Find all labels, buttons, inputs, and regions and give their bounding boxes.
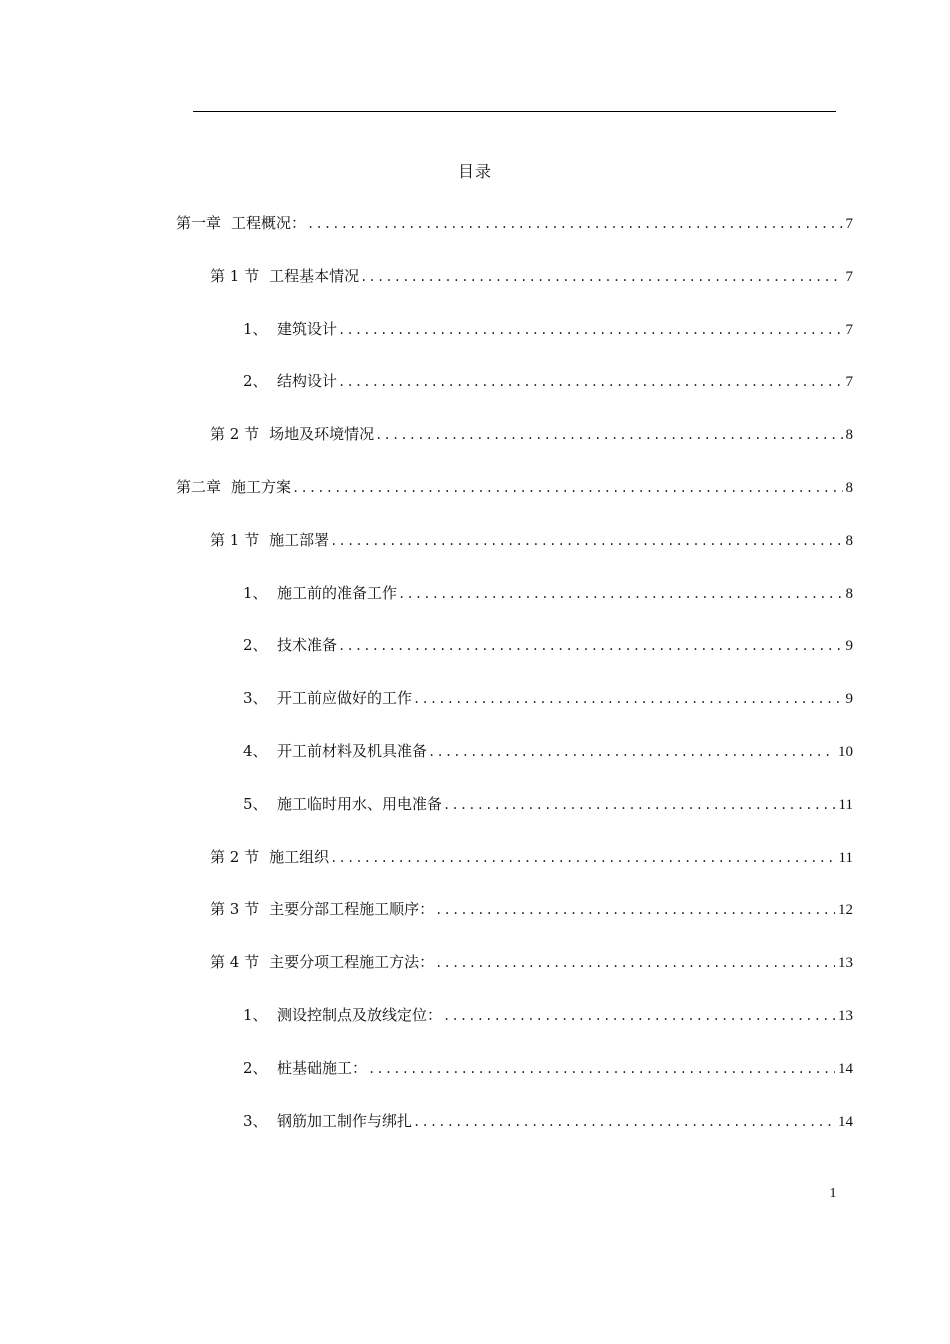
toc-entry-number: 2、 bbox=[243, 636, 268, 654]
toc-entry-label: 主要分部工程施工顺序： bbox=[269, 900, 435, 918]
toc-entry-label: 开工前应做好的工作 bbox=[277, 689, 413, 707]
toc-entry-number: 第 1 节 bbox=[210, 267, 260, 285]
toc-entry-label: 主要分项工程施工方法： bbox=[269, 953, 435, 971]
toc-entry[interactable] bbox=[176, 211, 853, 235]
toc-entry-page: 14 bbox=[838, 1061, 853, 1077]
toc-dot-leader bbox=[413, 687, 842, 711]
toc-entry[interactable] bbox=[176, 475, 853, 499]
toc-entry-number: 第 1 节 bbox=[210, 531, 260, 549]
toc-dot-leader bbox=[428, 740, 835, 764]
toc-dot-leader bbox=[368, 1057, 835, 1081]
toc-entry-label: 结构设计 bbox=[277, 372, 338, 390]
toc-entry-label: 场地及环境情况 bbox=[269, 425, 375, 443]
toc-entry-label: 开工前材料及机具准备 bbox=[277, 742, 428, 760]
toc-dot-leader bbox=[375, 423, 842, 447]
toc-entry[interactable] bbox=[243, 369, 853, 393]
toc-entry-label: 技术准备 bbox=[277, 636, 338, 654]
toc-entry-page: 12 bbox=[838, 902, 853, 918]
toc-entry-label: 施工组织 bbox=[269, 848, 330, 866]
toc-entry[interactable] bbox=[210, 264, 853, 288]
toc-entry-page: 8 bbox=[845, 586, 853, 602]
toc-entry-page: 8 bbox=[845, 533, 853, 549]
toc-dot-leader bbox=[338, 634, 842, 658]
toc-entry-page: 8 bbox=[845, 480, 853, 496]
toc-entry-label: 施工方案 bbox=[231, 478, 292, 496]
toc-entry-number: 第 3 节 bbox=[210, 900, 260, 918]
toc-entry-number: 1、 bbox=[243, 584, 268, 602]
toc-entry[interactable] bbox=[210, 845, 853, 869]
toc-entry-number: 2、 bbox=[243, 1059, 268, 1077]
toc-entry-number: 第 4 节 bbox=[210, 953, 260, 971]
toc-entry-number: 5、 bbox=[243, 795, 268, 813]
toc-dot-leader bbox=[398, 582, 842, 606]
toc-entry[interactable] bbox=[243, 1003, 853, 1027]
toc-entry-number: 2、 bbox=[243, 372, 268, 390]
toc-entry-number: 第 2 节 bbox=[210, 425, 260, 443]
toc-entry-page: 7 bbox=[845, 374, 853, 390]
toc-entry[interactable] bbox=[210, 422, 853, 446]
toc-entry-label: 钢筋加工制作与绑扎 bbox=[277, 1112, 413, 1130]
toc-entry-label: 工程基本情况 bbox=[269, 267, 360, 285]
toc-entry-number: 4、 bbox=[243, 742, 268, 760]
toc-entry-label: 施工部署 bbox=[269, 531, 330, 549]
toc-entry-page: 7 bbox=[845, 322, 853, 338]
toc-dot-leader bbox=[330, 846, 835, 870]
toc-entry[interactable] bbox=[243, 633, 853, 657]
toc-entry-label: 施工临时用水、用电准备 bbox=[277, 795, 443, 813]
toc-entry-number: 第二章 bbox=[176, 478, 222, 496]
toc-entry[interactable] bbox=[210, 528, 853, 552]
toc-entry-page: 11 bbox=[838, 850, 853, 866]
toc-entry-number: 1、 bbox=[243, 1006, 268, 1024]
toc-entry[interactable] bbox=[243, 1056, 853, 1080]
toc-entry-page: 10 bbox=[838, 744, 853, 760]
toc-dot-leader bbox=[330, 529, 842, 553]
toc-entry-page: 13 bbox=[838, 955, 853, 971]
toc-entry-label: 桩基础施工： bbox=[277, 1059, 368, 1077]
toc-entry-page: 11 bbox=[838, 797, 853, 813]
toc-entry-page: 13 bbox=[838, 1008, 853, 1024]
toc-dot-leader bbox=[338, 318, 842, 342]
toc-dot-leader bbox=[292, 476, 842, 500]
toc-entry-page: 9 bbox=[845, 638, 853, 654]
toc-title: 目录 bbox=[457, 162, 492, 181]
toc-entry[interactable] bbox=[210, 897, 853, 921]
toc-dot-leader bbox=[413, 1110, 835, 1134]
toc-dot-leader bbox=[360, 265, 842, 289]
toc-entry-label: 建筑设计 bbox=[277, 320, 338, 338]
toc-entry-number: 第一章 bbox=[176, 214, 222, 232]
toc-entry-label: 施工前的准备工作 bbox=[277, 584, 398, 602]
toc-entry[interactable] bbox=[243, 739, 853, 763]
toc-entry[interactable] bbox=[243, 581, 853, 605]
toc-entry-page: 7 bbox=[845, 269, 853, 285]
toc-dot-leader bbox=[435, 951, 835, 975]
toc-dot-leader bbox=[307, 212, 842, 236]
toc-entry[interactable] bbox=[243, 792, 853, 816]
page-number: 1 bbox=[829, 1186, 837, 1201]
toc-entry[interactable] bbox=[243, 1109, 853, 1133]
toc-entry[interactable] bbox=[210, 950, 853, 974]
toc-entry-label: 工程概况： bbox=[231, 214, 307, 232]
toc-entry[interactable] bbox=[243, 686, 853, 710]
toc-entry-number: 1、 bbox=[243, 320, 268, 338]
toc-dot-leader bbox=[443, 793, 836, 817]
toc-entry-number: 3、 bbox=[243, 689, 268, 707]
toc-entry-page: 9 bbox=[845, 691, 853, 707]
toc-entry-label: 测设控制点及放线定位： bbox=[277, 1006, 443, 1024]
toc-entry-page: 7 bbox=[845, 216, 853, 232]
toc-entry-page: 8 bbox=[845, 427, 853, 443]
toc-dot-leader bbox=[443, 1004, 835, 1028]
header-rule bbox=[193, 111, 836, 112]
toc-entry-number: 第 2 节 bbox=[210, 848, 260, 866]
toc-dot-leader bbox=[338, 370, 842, 394]
toc-entry-page: 14 bbox=[838, 1114, 853, 1130]
toc-entry-number: 3、 bbox=[243, 1112, 268, 1130]
toc-entry[interactable] bbox=[243, 317, 853, 341]
toc-dot-leader bbox=[435, 898, 835, 922]
